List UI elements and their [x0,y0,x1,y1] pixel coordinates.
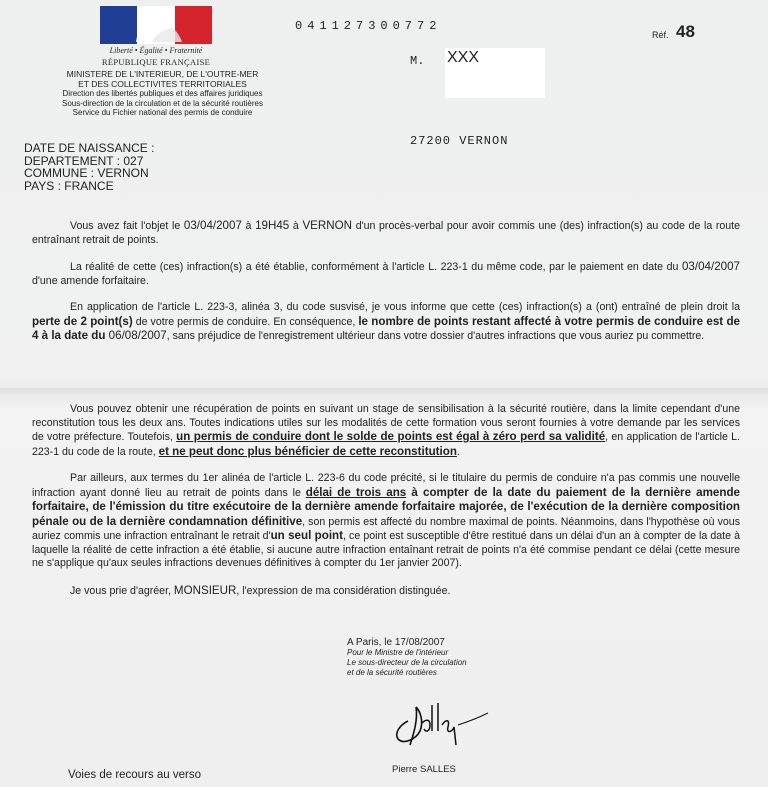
paragraph-payment: La réalité de cette (ces) infraction(s) a été établie, conformément à l'article L. 223-1 du même code, par le paiement en date du 03/04/2007 d'une amende forfaitaire. [32,260,740,287]
signature-icon [380,685,490,755]
recipient-title: M. [410,54,425,68]
direction-line: Sous-direction de la circulation et de la sécurité routières [62,98,263,108]
signature-date: 17/08/2007 [394,637,445,648]
place-date-prefix: A Paris, le [347,637,395,648]
dept-label: DEPARTEMENT : [24,153,121,168]
paragraph-closing: Je vous prie d'agréer, MONSIEUR, l'expression de ma considération distinguée. [70,583,451,597]
letter-body-part2 [32,403,740,611]
paragraph-points-lost: En application de l'article L. 223-3, alinéa 3, du code susvisé, je vous informe que cette (ces) infraction(s) a (ont) entraîné de plein droit la perte de 2 point(s) de votre permis de conduire. En conséquence, le nombre de points restant affecté à votre permis de conduire est de 4 à la date du 06/08/2007, sans préjudice de l'enregistrement ultérieur dans votre dossier d'autres infractions que vous auriez pu commettre. [32,301,740,342]
paper-fold [0,388,768,394]
paragraph-infraction: Vous avez fait l'objet le 03/04/2007 à 19H45 à VERNON d'un procès-verbal pour avoir commis une (des) infraction(s) au code de la route entraînant retrait de points. [32,219,741,246]
marianne-logo-icon [128,8,182,42]
appeal-note: Voies de recours au verso [68,769,201,781]
personal-info [24,142,154,192]
dept-value: 027 [123,153,144,168]
ref-label: Réf. [652,30,669,40]
commune-value: VERNON [97,166,149,180]
signature-block [347,637,467,678]
for-line: Pour le Ministre de l'intérieur [347,648,449,657]
for-line: Le sous-directeur de la circulation [347,658,467,667]
paragraph-three-years: Par ailleurs, aux termes du 1er alinéa de l'article L. 223-6 du code précité, si le titulaire du permis de conduire n'a pas commis une nouvelle infraction ayant donné lieu au retrait de points dans le délai de trois ans à compter de la date du paiement de la dernière amende forfaitaire, de l'émission du titre exécutoire de la dernière amende forfaitaire majorée, de l'exécution de la dernière composition pénale ou de la dernière condamnation définitive, son permis est affecté du nombre maximal de points. Néanmoins, dans l'hypothèse où vous auriez commis une infraction entraînant le retrait d'un seul point, ce point est susceptible d'être restitué dans un délai d'un an à compter de la date à laquelle la réalité de cette infraction a été établie, si aucune autre infraction entaînant retrait de points n'a été commise pendant ce délai (cette mesure ne s'applique qu'aux seules infractions devenues définitives à compter du 1er janvier 2007). [32,472,740,569]
pays-value: FRANCE [64,178,114,193]
paragraph-recovery: Vous pouvez obtenir une récupération de points en suivant un stage de sensibilisation à la sécurité routière, dans la limite cependant d'une reconstitution tous les deux ans. Toutes indications utiles sur les modalités de cette formation vous seront fournies à votre demande par les services de votre préfecture. Toutefois, un permis de conduire dont le solde de points est égal à zéro perd sa validité, en application de l'article L. 223-1 du code de la route, et ne peut donc plus bénéficier de cette reconstitution. [32,403,740,458]
ministry-block [20,69,305,118]
direction-line: Service du Fichier national des permis de conduire [72,108,253,117]
letter-body-part1 [32,219,740,357]
direction-line: Direction des libertés publiques et des affaires juridiques [62,89,263,98]
recipient-city: 27200 VERNON [410,134,509,148]
ref-number: 48 [676,22,695,41]
republic-name: RÉPUBLIQUE FRANÇAISE [101,57,211,67]
pays-label: PAYS : [24,178,61,193]
for-line: et de la sécurité routières [347,668,437,677]
republic-motto: Liberté • Égalité • Fraternité [109,46,203,55]
signatory-name: Pierre SALLES [392,764,456,775]
ministry-line: MINISTERE DE L'INTERIEUR, DE L'OUTRE-MER [66,69,259,79]
dob-label: DATE DE NAISSANCE : [24,141,155,155]
recipient-name: XXX [447,49,480,66]
commune-label: COMMUNE : [24,166,94,180]
file-number: 041127300772 [295,19,442,33]
ministry-line: ET DES COLLECTIVITES TERRITORIALES [78,79,247,89]
